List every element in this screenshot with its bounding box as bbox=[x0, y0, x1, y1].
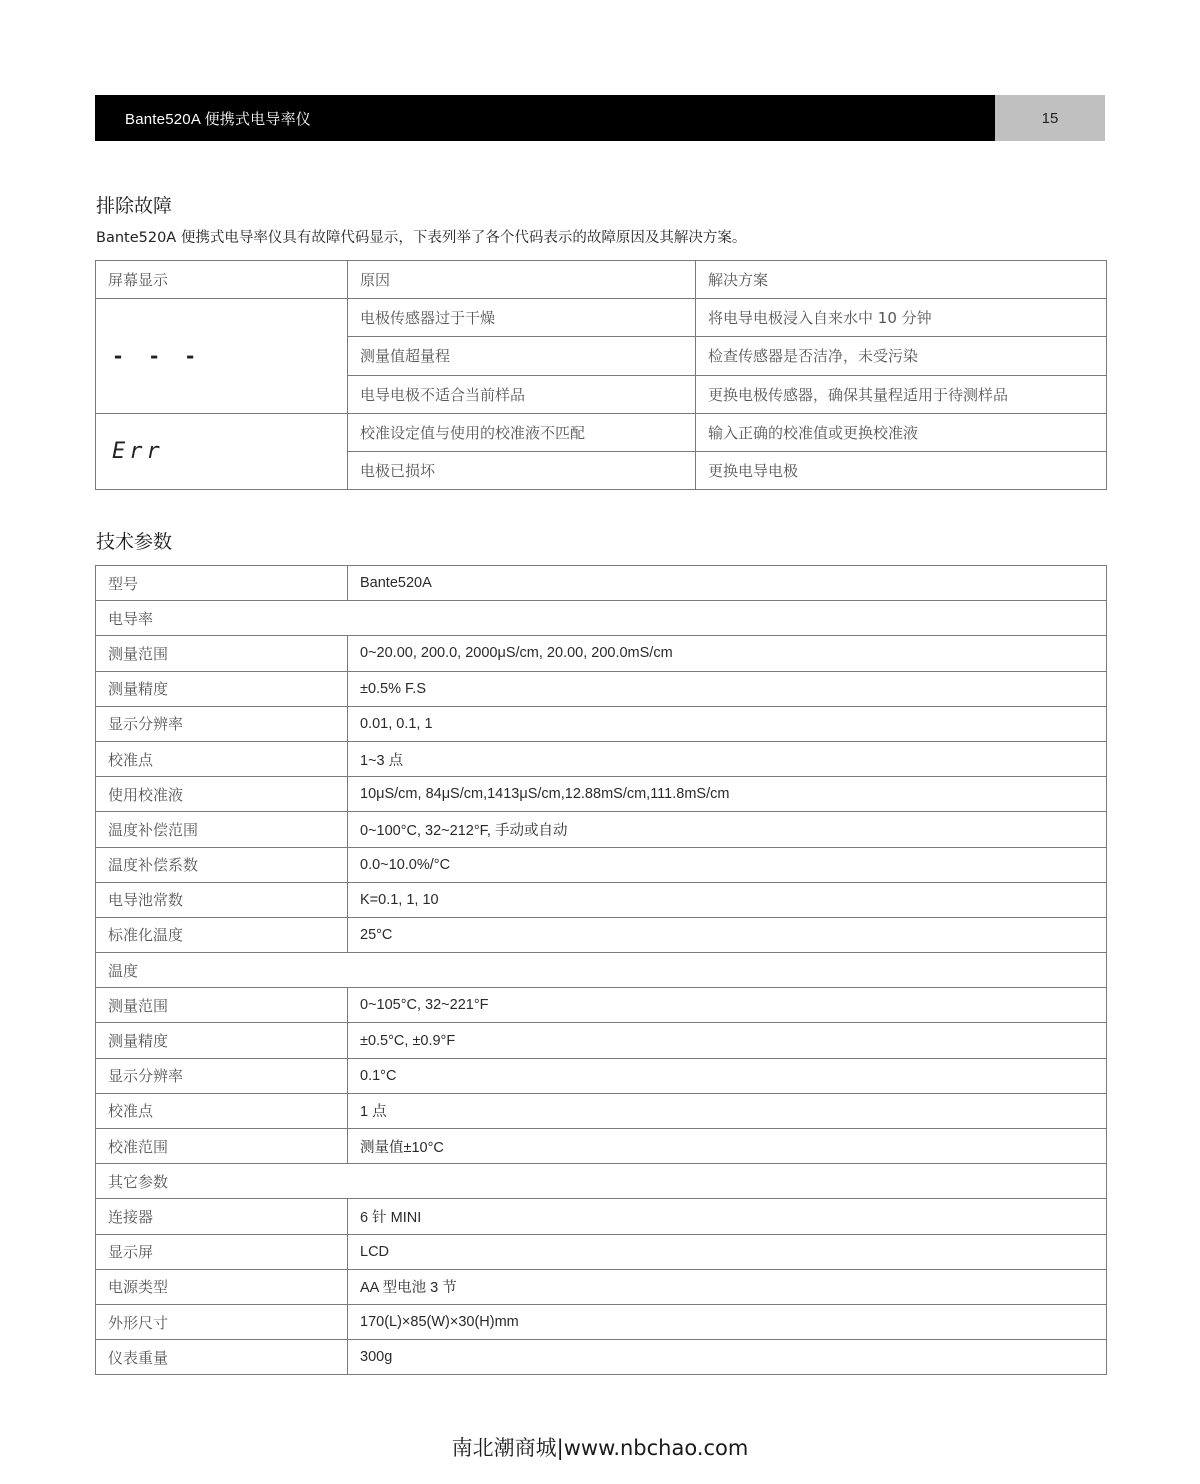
spec-row bbox=[96, 741, 1107, 776]
spec-row bbox=[96, 917, 1107, 952]
column-header-cause: 原因 bbox=[348, 261, 696, 299]
spec-row bbox=[96, 1340, 1107, 1375]
page-number: 15 bbox=[995, 95, 1105, 141]
spec-section-temperature bbox=[96, 953, 1107, 988]
spec-row bbox=[96, 636, 1107, 671]
spec-label: 测量范围 bbox=[96, 636, 348, 671]
error-code-err: Err bbox=[96, 413, 348, 489]
spec-row bbox=[96, 1023, 1107, 1058]
spec-value: 10μS/cm, 84μS/cm,1413μS/cm,12.88mS/cm,111.8mS/cm bbox=[348, 777, 1107, 812]
spec-row bbox=[96, 1304, 1107, 1339]
spec-value: 0~105°C, 32~221°F bbox=[348, 988, 1107, 1023]
table-row bbox=[96, 413, 1107, 451]
spec-label: 外形尺寸 bbox=[96, 1304, 348, 1339]
specs-table bbox=[95, 565, 1107, 1375]
solution-cell: 更换电极传感器，确保其量程适用于待测样品 bbox=[696, 375, 1107, 413]
spec-row bbox=[96, 1199, 1107, 1234]
spec-label: 连接器 bbox=[96, 1199, 348, 1234]
spec-section-conductivity bbox=[96, 601, 1107, 636]
spec-value: 0~100°C, 32~212°F, 手动或自动 bbox=[348, 812, 1107, 847]
spec-section-heading: 其它参数 bbox=[96, 1164, 1107, 1199]
cause-cell: 校准设定值与使用的校准液不匹配 bbox=[348, 413, 696, 451]
spec-row bbox=[96, 988, 1107, 1023]
column-header-solution: 解决方案 bbox=[696, 261, 1107, 299]
spec-value: 0.1°C bbox=[348, 1058, 1107, 1093]
spec-label: 显示屏 bbox=[96, 1234, 348, 1269]
spec-value: 测量值±10°C bbox=[348, 1129, 1107, 1164]
spec-value: 1~3 点 bbox=[348, 741, 1107, 776]
spec-row bbox=[96, 812, 1107, 847]
spec-label: 校准范围 bbox=[96, 1129, 348, 1164]
spec-label: 校准点 bbox=[96, 1093, 348, 1128]
error-code-dashes: - - - bbox=[96, 299, 348, 414]
spec-value: 300g bbox=[348, 1340, 1107, 1375]
spec-row-model bbox=[96, 566, 1107, 601]
spec-label: 测量精度 bbox=[96, 1023, 348, 1058]
spec-label: 电导池常数 bbox=[96, 882, 348, 917]
spec-label: 校准点 bbox=[96, 741, 348, 776]
solution-cell: 检查传感器是否洁净，未受污染 bbox=[696, 337, 1107, 375]
specs-title: 技术参数 bbox=[96, 531, 173, 553]
spec-label: 显示分辨率 bbox=[96, 1058, 348, 1093]
page-header bbox=[95, 95, 1105, 141]
spec-value: 0.0~10.0%/°C bbox=[348, 847, 1107, 882]
table-header-row bbox=[96, 261, 1107, 299]
spec-label: 仪表重量 bbox=[96, 1340, 348, 1375]
spec-row bbox=[96, 1129, 1107, 1164]
spec-row bbox=[96, 1234, 1107, 1269]
spec-row bbox=[96, 671, 1107, 706]
solution-cell: 更换电导电极 bbox=[696, 451, 1107, 489]
table-row bbox=[96, 299, 1107, 337]
spec-label: 显示分辨率 bbox=[96, 706, 348, 741]
spec-value: 170(L)×85(W)×30(H)mm bbox=[348, 1304, 1107, 1339]
spec-value: AA 型电池 3 节 bbox=[348, 1269, 1107, 1304]
cause-cell: 电极已损坏 bbox=[348, 451, 696, 489]
cause-cell: 电极传感器过于干燥 bbox=[348, 299, 696, 337]
spec-label: 温度补偿系数 bbox=[96, 847, 348, 882]
troubleshooting-table bbox=[95, 260, 1107, 490]
spec-value: 0.01, 0.1, 1 bbox=[348, 706, 1107, 741]
spec-value: 0~20.00, 200.0, 2000μS/cm, 20.00, 200.0mS/cm bbox=[348, 636, 1107, 671]
spec-value: ±0.5°C, ±0.9°F bbox=[348, 1023, 1107, 1058]
troubleshooting-intro: Bante520A 便携式电导率仪具有故障代码显示，下表列举了各个代码表示的故障原因及其解决方案。 bbox=[96, 230, 747, 246]
spec-row bbox=[96, 706, 1107, 741]
spec-value: 6 针 MINI bbox=[348, 1199, 1107, 1234]
spec-label: 温度补偿范围 bbox=[96, 812, 348, 847]
spec-label: 测量精度 bbox=[96, 671, 348, 706]
spec-value: ±0.5% F.S bbox=[348, 671, 1107, 706]
spec-row bbox=[96, 1058, 1107, 1093]
spec-row bbox=[96, 1093, 1107, 1128]
spec-label: 电源类型 bbox=[96, 1269, 348, 1304]
spec-section-other bbox=[96, 1164, 1107, 1199]
spec-label: 标准化温度 bbox=[96, 917, 348, 952]
spec-label: 使用校准液 bbox=[96, 777, 348, 812]
footer-watermark: 南北潮商城|www.nbchao.com bbox=[451, 1436, 749, 1460]
troubleshooting-title: 排除故障 bbox=[96, 195, 173, 217]
spec-label: 型号 bbox=[96, 566, 348, 601]
spec-section-heading: 电导率 bbox=[96, 601, 1107, 636]
spec-row bbox=[96, 777, 1107, 812]
solution-cell: 输入正确的校准值或更换校准液 bbox=[696, 413, 1107, 451]
header-title: Bante520A 便携式电导率仪 bbox=[95, 95, 995, 141]
spec-label: 测量范围 bbox=[96, 988, 348, 1023]
column-header-display: 屏幕显示 bbox=[96, 261, 348, 299]
spec-value: LCD bbox=[348, 1234, 1107, 1269]
spec-value: Bante520A bbox=[348, 566, 1107, 601]
spec-value: 1 点 bbox=[348, 1093, 1107, 1128]
cause-cell: 测量值超量程 bbox=[348, 337, 696, 375]
spec-value: K=0.1, 1, 10 bbox=[348, 882, 1107, 917]
spec-row bbox=[96, 882, 1107, 917]
cause-cell: 电导电极不适合当前样品 bbox=[348, 375, 696, 413]
spec-row bbox=[96, 847, 1107, 882]
spec-value: 25°C bbox=[348, 917, 1107, 952]
solution-cell: 将电导电极浸入自来水中 10 分钟 bbox=[696, 299, 1107, 337]
spec-row bbox=[96, 1269, 1107, 1304]
spec-section-heading: 温度 bbox=[96, 953, 1107, 988]
